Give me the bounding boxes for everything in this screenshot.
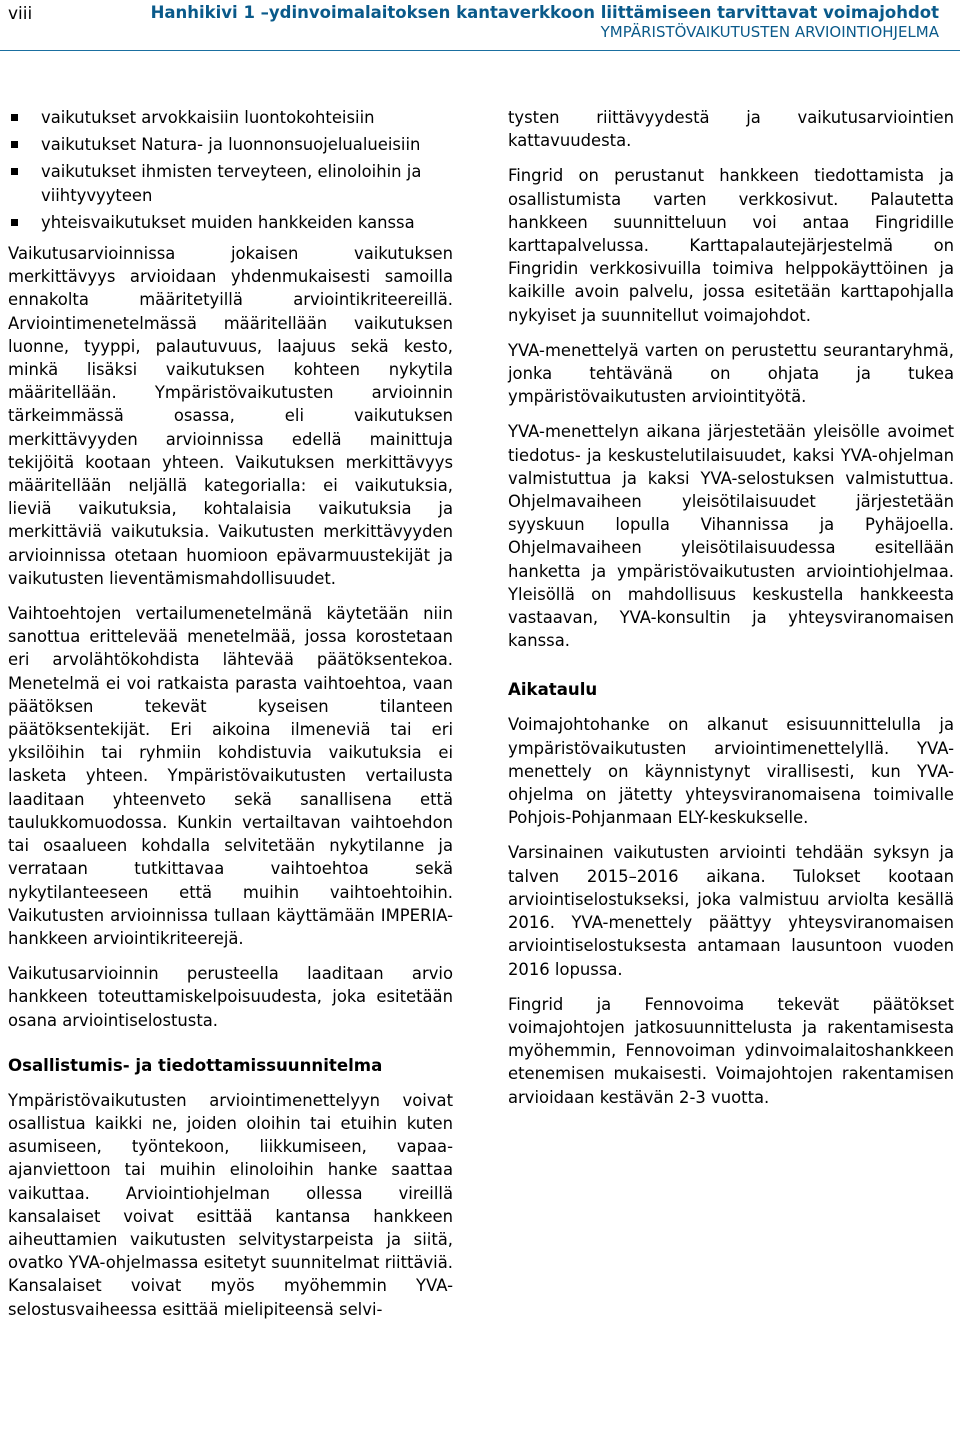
body-paragraph: tysten riittävyydestä ja vaikutusarviointien kattavuudesta. — [508, 108, 954, 151]
body-paragraph: Voimajohtohanke on alkanut esisuunnittelulla ja ympäristövaikutusten arviointimenettelyllä. YVA-menettely on käynnistynyt virallisesti, kun YVA-ohjelma on jätetty yhteysviranomaisena toimivalle Pohjois-Pohjanmaan ELY-keskukselle. — [508, 715, 954, 828]
list-item — [8, 133, 453, 156]
body-paragraph: YVA-menettelyä varten on perustettu seurantaryhmä, jonka tehtävänä on ohjata ja tukea ympäristövaikutusten arviointityötä. — [508, 340, 954, 407]
page-header — [0, 0, 960, 55]
body-paragraph: YVA-menettelyn aikana järjestetään yleisölle avoimet tiedotus- ja keskustelutilaisuudet, kaksi YVA-ohjelman valmistuttua ja kaksi YVA-selostuksen valmistuttua. Ohjelmavaiheen yleisötilaisuudet järjestetään syyskuun lopulla Vihannissa ja Pyhäjoella. Ohjelmavaiheen yleisötilaisuudessa esitellään hanketta ja ympäristövaikutusten arviointiohjelmaa. Yleisöllä on mahdollisuus keskustella hankkeesta vastaavan, YVA-konsultin ja yhteysviranomaisen kanssa. — [508, 422, 954, 651]
impact-bullet-list — [8, 106, 453, 234]
body-paragraph: Ympäristövaikutusten arviointimenettelyyn voivat osallistua kaikki ne, joiden oloihin tai etuihin kuten asumiseen, työntekoon, liikkumiseen, vapaa-ajanviettoon tai muihin elinoloihin hanke saattaa vaikuttaa. Arviointiohjelman ollessa vireillä kansalaiset voivat esittää kantansa hankkeen aiheuttamien vaikutusten selvitystarpeista ja siitä, ovatko YVA-ohjelmassa esitetyt suunnitelmat riittäviä. Kansalaiset voivat myös myöhemmin YVA-selostusvaiheessa esittää mielipiteensä selvi- — [8, 1090, 453, 1319]
square-bullet-icon — [11, 219, 18, 226]
square-bullet-icon — [11, 114, 18, 121]
list-item — [8, 160, 453, 206]
document-subtitle: YMPÄRISTÖVAIKUTUSTEN ARVIOINTIOHJELMA — [600, 23, 939, 41]
body-paragraph: Vaikutusarvioinnissa jokaisen vaikutuksen merkittävyys arvioidaan yhdenmukaisesti samoilla ennakolta määritetyillä arviointikriteereillä. Arviointimenetelmässä määritellään vaikutuksen luonne, tyyppi, palautuvuus, laajuus sekä kesto, minkä lisäksi vaikutuksen kohteen nykytila määritellään. Ympäristövaikutusten arvioinnin tärkeimmässä osassa, eli vaikutuksen merkittävyyden arvioinnissa edellä mainittuja tekijöitä kootaan yhteen. Vaikutuksen merkittävyys määritellään neljällä kategorialla: ei vaikutuksia, lieviä vaikutuksia, kohtalaisia vaikutuksia ja merkittäviä vaikutuksia. Vaikutusten merkittävyyden arvioinnissa otetaan huomioon epävarmuustekijät ja vaikutusten lieventämismahdollisuudet. — [8, 244, 453, 588]
body-paragraph: Varsinainen vaikutusten arviointi tehdään syksyn ja talven 2015–2016 aikana. Tulokset kootaan arviointiselostukseksi, joka valmistuu arviolta kesällä 2016. YVA-menettely päättyy yhteysviranomaisen arviointiselostuksesta antamaan lausuntoon vuoden 2016 lopussa. — [508, 843, 954, 979]
right-column — [508, 106, 954, 1121]
header-divider — [0, 50, 960, 51]
list-item — [8, 106, 453, 129]
square-bullet-icon — [11, 168, 18, 175]
left-column — [8, 106, 453, 1333]
body-paragraph: Fingrid on perustanut hankkeen tiedottamista ja osallistumista varten verkkosivut. Palautetta hankkeen suunnitteluun voi antaa Fingridille karttapalvelussa. Karttapalautejärjestelmä on Fingridin verkkosivuilla toimiva helppokäyttöinen ja kaikille avoin palvelu, jossa esitetään karttapohjalla nykyiset ja suunnitellut voimajohdot. — [508, 166, 954, 325]
list-item-text: vaikutukset ihmisten terveyteen, elinoloihin ja viihtyvyyteen — [41, 162, 422, 205]
list-item-text: yhteisvaikutukset muiden hankkeiden kanssa — [41, 212, 415, 232]
document-title: Hanhikivi 1 –ydinvoimalaitoksen kantaverkkoon liittämiseen tarvittavat voimajohdot — [150, 3, 939, 22]
body-paragraph: Vaihtoehtojen vertailumenetelmänä käytetään niin sanottua erittelevää menetelmää, jossa korostetaan eri arvolähtökohdista lähtevää päätöksentekoa. Menetelmä ei voi ratkaista parasta vaihtoehtoa, vaan päätöksen tekevät kyseisen tilanteen päätöksentekijät. Eri aikoina ilmeneviä tai eri yksilöihin tai ryhmiin kohdistuvia vaikutuksia ei lasketa yhteen. Ympäristövaikutusten vertailusta laaditaan yhteenveto sekä sanallisena että taulukkomuodossa. Kunkin vertailtavan vaihtoehdon tai osaalueen kohdalla selvitetään nykytilanne ja verrataan tutkittavaa vaihtoehtoa sekä nykytilanteeseen että muihin vaihtoehtoihin. Vaikutusten arvioinnissa tullaan käyttämään IMPERIA-hankkeen arviointikriteerejä. — [8, 604, 453, 948]
body-paragraph: Vaikutusarvioinnin perusteella laaditaan arvio hankkeen toteuttamiskelpoisuudesta, joka esitetään osana arviointiselostusta. — [8, 964, 453, 1030]
list-item-text: vaikutukset arvokkaisiin luontokohteisiin — [41, 108, 375, 127]
list-item-text: vaikutukset Natura- ja luonnonsuojelualueisiin — [41, 135, 421, 155]
section-heading: Aikataulu — [508, 680, 598, 700]
list-item — [8, 211, 453, 234]
section-heading: Osallistumis- ja tiedottamissuunnitelma — [8, 1055, 383, 1075]
square-bullet-icon — [11, 141, 18, 148]
page-number: viii — [8, 4, 33, 24]
body-paragraph: Fingrid ja Fennovoima tekevät päätökset voimajohtojen jatkosuunnittelusta ja rakentamisesta myöhemmin, Fennovoiman ydinvoimalaitoshankkeen etenemisen mukaisesti. Voimajohtojen rakentamisen arvioidaan kestävän 2-3 vuotta. — [508, 994, 954, 1107]
